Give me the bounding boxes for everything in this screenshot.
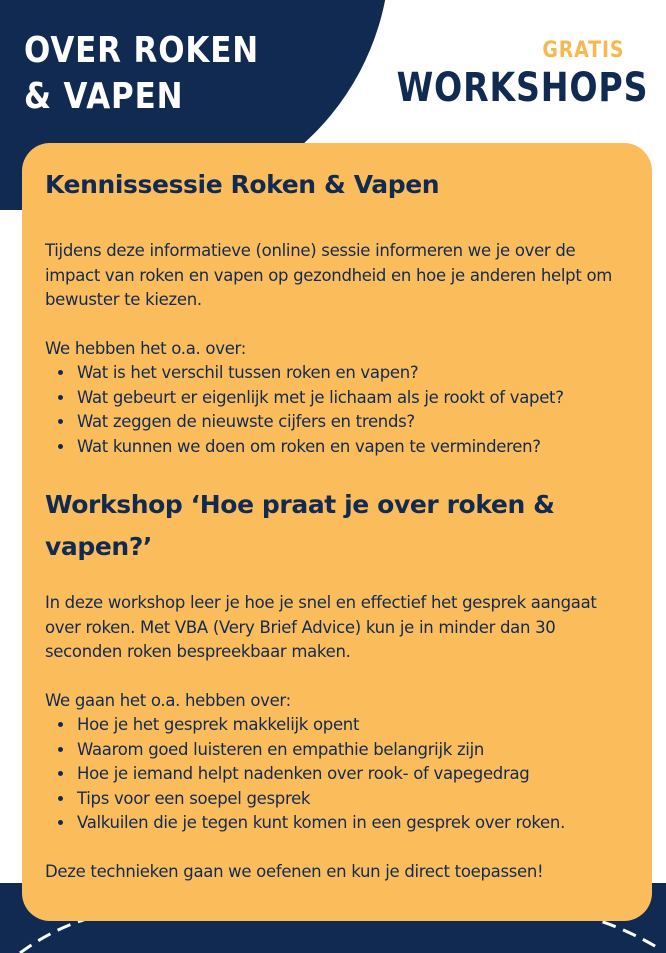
gratis-tag: GRATIS: [541, 38, 624, 63]
section2-list-intro: We gaan het o.a. hebben over:: [45, 690, 291, 710]
list-item: • Wat gebeurt er eigenlijk met je lichaam als je rookt of vapet?: [75, 386, 628, 411]
subtitle-block: [345, 38, 648, 111]
section1-heading: Kennissessie Roken & Vapen: [45, 170, 440, 199]
title-line-1: OVER ROKEN: [24, 30, 260, 71]
section1-list: [45, 361, 628, 459]
section2-heading: Workshop ‘Hoe praat je over roken & vapen?’: [45, 490, 555, 561]
list-item: • Valkuilen die je tegen kunt komen in een gesprek over roken.: [75, 811, 628, 836]
list-item: • Hoe je het gesprek makkelijk opent: [75, 713, 628, 738]
list-item: • Tips voor een soepel gesprek: [75, 787, 628, 812]
workshops-subtitle: WORKSHOPS: [396, 65, 648, 111]
main-title: [24, 28, 259, 120]
list-item: • Waarom goed luisteren en empathie belangrijk zijn: [75, 738, 628, 763]
section2-paragraph: In deze workshop leer je hoe je snel en effectief het gesprek aangaat over roken. Met VBA (Very Brief Advice) kun je in minder dan 30 seconden roken bespreekbaar maken.: [45, 593, 597, 661]
list-item: • Wat is het verschil tussen roken en vapen?: [75, 361, 628, 386]
closing-text: Deze technieken gaan we oefenen en kun je direct toepassen!: [45, 861, 544, 881]
section2-list: [45, 713, 628, 836]
section1-list-intro: We hebben het o.a. over:: [45, 338, 246, 358]
list-item: • Wat zeggen de nieuwste cijfers en trends?: [75, 410, 628, 435]
section1-paragraph: Tijdens deze informatieve (online) sessie informeren we je over de impact van roken en vapen op gezondheid en hoe je anderen helpt om bewuster te kiezen.: [45, 241, 613, 309]
list-item: • Hoe je iemand helpt nadenken over rook- of vapegedrag: [75, 762, 628, 787]
content-card: [22, 143, 652, 921]
title-line-2: & VAPEN: [24, 76, 184, 117]
list-item: • Wat kunnen we doen om roken en vapen te verminderen?: [75, 435, 628, 460]
